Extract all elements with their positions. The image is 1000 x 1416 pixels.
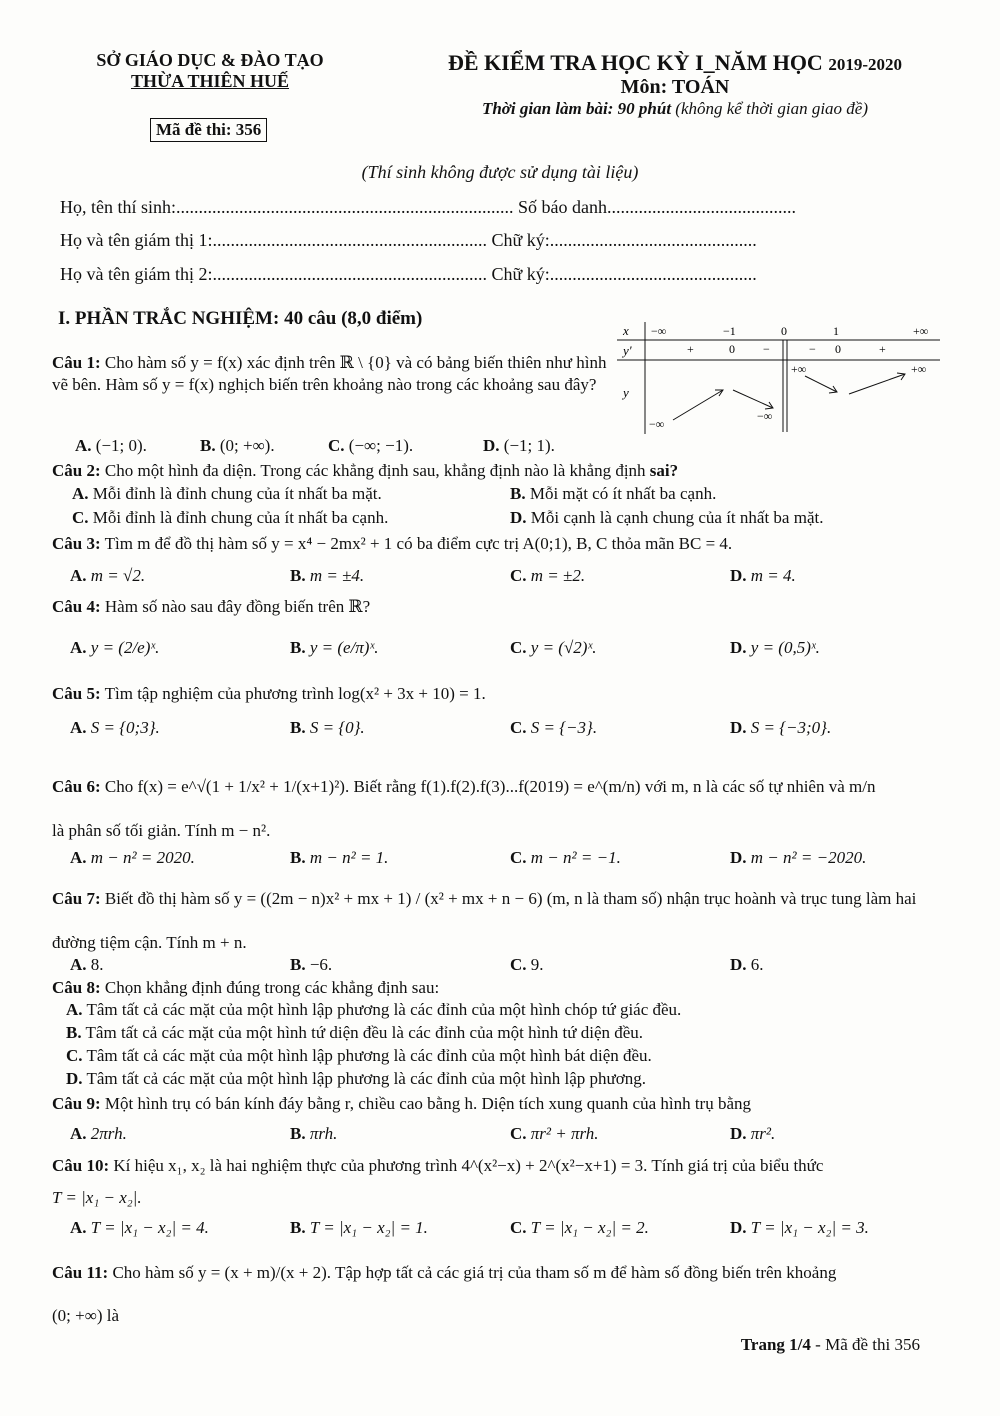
question-10: Câu 10: Kí hiệu x₁, x₂ là hai nghiệm thực của phương trình 4^(x²−x) + 2^(x²−x+1) = 3. Tính giá trị của biểu thức (52, 1156, 824, 1175)
question-6-option-d[interactable]: D. m − n² = −2020. (730, 848, 867, 867)
footer-exam-code: - Mã đề thi 356 (810, 1335, 920, 1354)
y-prime-label: y' (623, 343, 632, 358)
question-2-option-c[interactable]: C. Mỗi đỉnh là đỉnh chung của ít nhất ba cạnh. (72, 508, 389, 527)
question-3: Câu 3: Tìm m để đồ thị hàm số y = x⁴ − 2mx² + 1 có ba điểm cực trị A(0;1), B, C thỏa mãn BC = 4. (52, 534, 733, 553)
question-6-option-c[interactable]: C. m − n² = −1. (510, 848, 621, 867)
question-5-option-d[interactable]: D. S = {−3;0}. (730, 718, 832, 737)
proctor-2-field: Họ và tên giám thị 2:............................................................. Chữ ký:.............................................. (60, 264, 757, 284)
question-1-option-c[interactable]: C. (−∞; −1). (328, 436, 414, 455)
question-3-option-c[interactable]: C. m = ±2. (510, 566, 586, 585)
question-8-option-d[interactable]: D. Tâm tất cả các mặt của một hình lập phương là các đỉnh của một hình lập phương. (66, 1069, 646, 1088)
question-3-option-a[interactable]: A. m = √2. (70, 566, 146, 585)
sign-2: − (763, 342, 770, 356)
exam-code-box: Mã đề thi: 356 (150, 118, 267, 142)
question-4-option-c[interactable]: C. y = (√2)ˣ. (510, 638, 597, 657)
y-value-2: +∞ (791, 362, 807, 376)
question-4-option-a[interactable]: A. y = (2/e)ˣ. (70, 638, 160, 657)
question-2-option-b[interactable]: B. Mỗi mặt có ít nhất ba cạnh. (510, 484, 717, 503)
time-limit: Thời gian làm bài: 90 phút (không kể thời gian giao đề) (481, 99, 869, 118)
subject: Môn: TOÁN (620, 76, 730, 98)
question-2-option-d[interactable]: D. Mỗi cạnh là cạnh chung của ít nhất ba mặt. (510, 508, 824, 527)
question-11-line-2: (0; +∞) là (52, 1306, 120, 1325)
question-7-line-2: đường tiệm cận. Tính m + n. (52, 933, 247, 952)
sign-4: 0 (835, 342, 841, 356)
exam-note: (Thí sinh không được sử dụng tài liệu) (361, 162, 639, 182)
question-11: Câu 11: Cho hàm số y = (x + m)/(x + 2). Tập hợp tất cả các giá trị của tham số m để hàm số đồng biến trên khoảng (52, 1263, 837, 1282)
proctor-1-field: Họ và tên giám thị 1:............................................................. Chữ ký:.............................................. (60, 230, 757, 250)
question-1-option-a[interactable]: A. (−1; 0). (75, 436, 147, 455)
question-6: Câu 6: Cho f(x) = e^√(1 + 1/x² + 1/(x+1)²). Biết rằng f(1).f(2).f(3)...f(2019) = e^(m/n) với m, n là các số tự nhiên và m/n (52, 777, 876, 796)
y-value-0: −∞ (649, 417, 665, 431)
y-value-3: +∞ (911, 362, 927, 376)
school-header (60, 50, 360, 92)
question-5-option-c[interactable]: C. S = {−3}. (510, 718, 598, 737)
sign-0: + (687, 342, 694, 356)
y-label: y (623, 385, 629, 400)
question-5-option-a[interactable]: A. S = {0;3}. (70, 718, 160, 737)
question-9: Câu 9: Một hình trụ có bán kính đáy bằng r, chiều cao bằng h. Diện tích xung quanh của hình trụ bằng (52, 1094, 752, 1113)
x-tick-0: −∞ (651, 324, 667, 338)
x-tick-3: 1 (833, 324, 839, 338)
department-name: SỞ GIÁO DỤC & ĐÀO TẠO (96, 50, 324, 70)
question-6-option-a[interactable]: A. m − n² = 2020. (70, 848, 195, 867)
question-10-option-a[interactable]: A. T = |x₁ − x₂| = 4. (70, 1218, 209, 1237)
question-10-option-b[interactable]: B. T = |x₁ − x₂| = 1. (290, 1218, 428, 1237)
question-5-option-b[interactable]: B. S = {0}. (290, 718, 365, 737)
exam-title: ĐỀ KIỂM TRA HỌC KỲ I_NĂM HỌC 2019-2020 (447, 50, 902, 75)
sign-5: + (879, 342, 886, 356)
page-footer (741, 1335, 920, 1355)
page-number: Trang 1/4 (740, 1335, 811, 1354)
variation-table (615, 322, 940, 434)
question-9-option-c[interactable]: C. πr² + πrh. (510, 1124, 599, 1143)
question-3-option-b[interactable]: B. m = ±4. (290, 566, 365, 585)
x-tick-4: +∞ (913, 324, 929, 338)
x-label: x (623, 323, 629, 338)
question-8-option-c[interactable]: C. Tâm tất cả các mặt của một hình lập phương là các đỉnh của một hình bát diện đều. (66, 1046, 652, 1065)
question-4-option-b[interactable]: B. y = (e/π)ˣ. (290, 638, 379, 657)
question-2-option-a[interactable]: A. Mỗi đỉnh là đỉnh chung của ít nhất ba mặt. (72, 484, 382, 503)
question-7-option-b[interactable]: B. −6. (290, 955, 333, 974)
question-3-option-d[interactable]: D. m = 4. (730, 566, 796, 585)
question-6-option-b[interactable]: B. m − n² = 1. (290, 848, 389, 867)
x-tick-2: 0 (781, 324, 787, 338)
question-6-line-2: là phân số tối giản. Tính m − n². (52, 821, 271, 840)
question-9-option-a[interactable]: A. 2πrh. (70, 1124, 127, 1143)
candidate-name-field: Họ, tên thí sinh:........................................................................... Số báo danh.......................................... (60, 197, 796, 217)
question-9-option-d[interactable]: D. πr². (730, 1124, 776, 1143)
question-10-line-2: T = |x₁ − x₂|. (52, 1188, 142, 1207)
question-10-option-c[interactable]: C. T = |x₁ − x₂| = 2. (510, 1218, 649, 1237)
question-7-option-c[interactable]: C. 9. (510, 955, 544, 974)
sign-3: − (809, 342, 816, 356)
question-1-option-b[interactable]: B. (0; +∞). (200, 436, 275, 455)
question-9-option-b[interactable]: B. πrh. (290, 1124, 338, 1143)
x-tick-1: −1 (723, 324, 736, 338)
y-value-1: −∞ (757, 409, 773, 423)
question-8-option-a[interactable]: A. Tâm tất cả các mặt của một hình lập phương là các đỉnh của một hình chóp tứ giác đều. (66, 1000, 682, 1019)
question-8: Câu 8: Chọn khẳng định đúng trong các khẳng định sau: (52, 978, 440, 997)
question-7-option-d[interactable]: D. 6. (730, 955, 764, 974)
question-1-option-d[interactable]: D. (−1; 1). (483, 436, 555, 455)
question-7: Câu 7: Biết đồ thị hàm số y = ((2m − n)x² + mx + 1) / (x² + mx + n − 6) (m, n là tham số) nhận trục hoành và trục tung làm hai (52, 889, 917, 908)
question-4-option-d[interactable]: D. y = (0,5)ˣ. (730, 638, 820, 657)
question-4: Câu 4: Hàm số nào sau đây đồng biến trên ℝ? (52, 597, 371, 616)
question-10-option-d[interactable]: D. T = |x₁ − x₂| = 3. (730, 1218, 869, 1237)
question-5: Câu 5: Tìm tập nghiệm của phương trình log(x² + 3x + 10) = 1. (52, 684, 486, 703)
section-title: I. PHẦN TRẮC NGHIỆM: 40 câu (8,0 điểm) (58, 308, 423, 329)
sign-1: 0 (729, 342, 735, 356)
question-1: Câu 1: Cho hàm số y = f(x) xác định trên ℝ \ {0} và có bảng biến thiên như hình vẽ bên. Hàm số y = f(x) nghịch biến trên khoảng nào trong các khoảng sau đây? (52, 353, 607, 394)
question-2: Câu 2: Cho một hình đa diện. Trong các khẳng định sau, khẳng định nào là khẳng định sai? (52, 461, 679, 480)
question-8-option-b[interactable]: B. Tâm tất cả các mặt của một hình tứ diện đều là các đỉnh của một hình tứ diện đều. (66, 1023, 644, 1042)
province-name: THỪA THIÊN HUẾ (130, 71, 290, 91)
exam-header (395, 50, 955, 119)
question-7-option-a[interactable]: A. 8. (70, 955, 104, 974)
